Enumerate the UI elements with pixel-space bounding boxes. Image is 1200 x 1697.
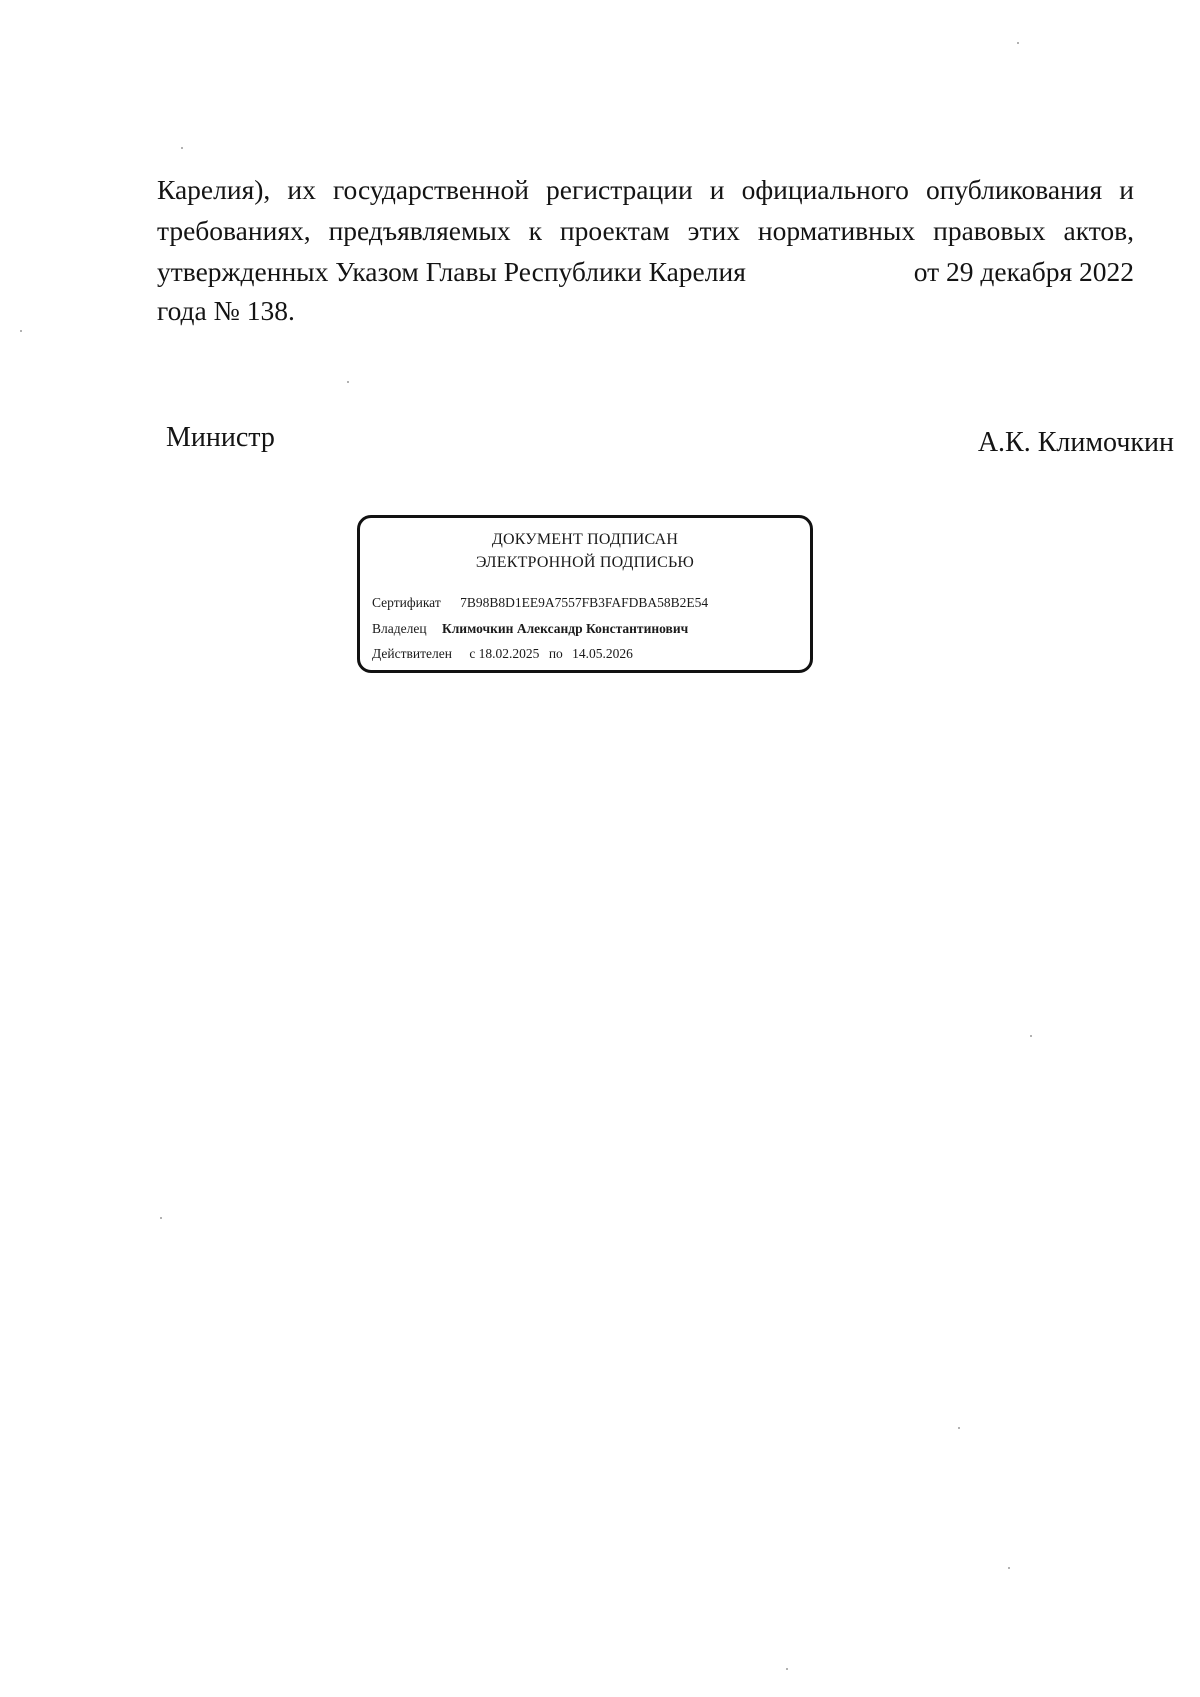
- electronic-signature-stamp: [357, 515, 813, 673]
- paragraph-line-3-right: от 29 декабря 2022: [913, 256, 1134, 287]
- paragraph-line-2: требованиях, предъявляемых к проектам этих нормативных правовых актов,: [157, 215, 1134, 246]
- stamp-valid-to: 14.05.2026: [572, 646, 633, 661]
- stamp-validity-label: Действителен: [372, 646, 452, 661]
- stamp-owner-label: Владелец: [372, 621, 427, 636]
- scan-speck: [347, 381, 349, 383]
- stamp-heading-line-2: ЭЛЕКТРОННОЙ ПОДПИСЬЮ: [475, 554, 695, 571]
- stamp-owner-row: [372, 620, 688, 638]
- scan-speck: [1008, 1567, 1010, 1569]
- scan-speck: [958, 1427, 960, 1429]
- stamp-owner-value: Климочкин Александр Константинович: [441, 621, 689, 636]
- paragraph-line-3-left: утвержденных Указом Главы Республики Карелия: [157, 256, 746, 287]
- scan-speck: [1017, 42, 1019, 44]
- scan-speck: [181, 147, 183, 149]
- scan-speck: [786, 1668, 788, 1670]
- signatory-name: А.К. Климочкин: [977, 427, 1174, 458]
- paragraph-line-4: года № 138.: [157, 295, 295, 326]
- scan-speck: [1030, 1035, 1032, 1037]
- paragraph-line-1: Карелия), их государственной регистрации и официального опубликования и: [157, 174, 1134, 205]
- stamp-validity-row: [372, 645, 633, 663]
- scan-speck: [20, 330, 22, 332]
- stamp-valid-from: с 18.02.2025: [469, 646, 540, 661]
- scan-speck: [160, 1217, 162, 1219]
- stamp-certificate-row: [372, 594, 708, 612]
- stamp-heading-line-1: ДОКУМЕНТ ПОДПИСАН: [491, 531, 679, 548]
- signatory-title: Министр: [166, 422, 275, 453]
- stamp-certificate-label: Сертификат: [372, 595, 441, 610]
- stamp-certificate-value: 7B98B8D1EE9A7557FB3FAFDBA58B2E54: [460, 595, 709, 610]
- stamp-valid-to-word: по: [548, 646, 563, 661]
